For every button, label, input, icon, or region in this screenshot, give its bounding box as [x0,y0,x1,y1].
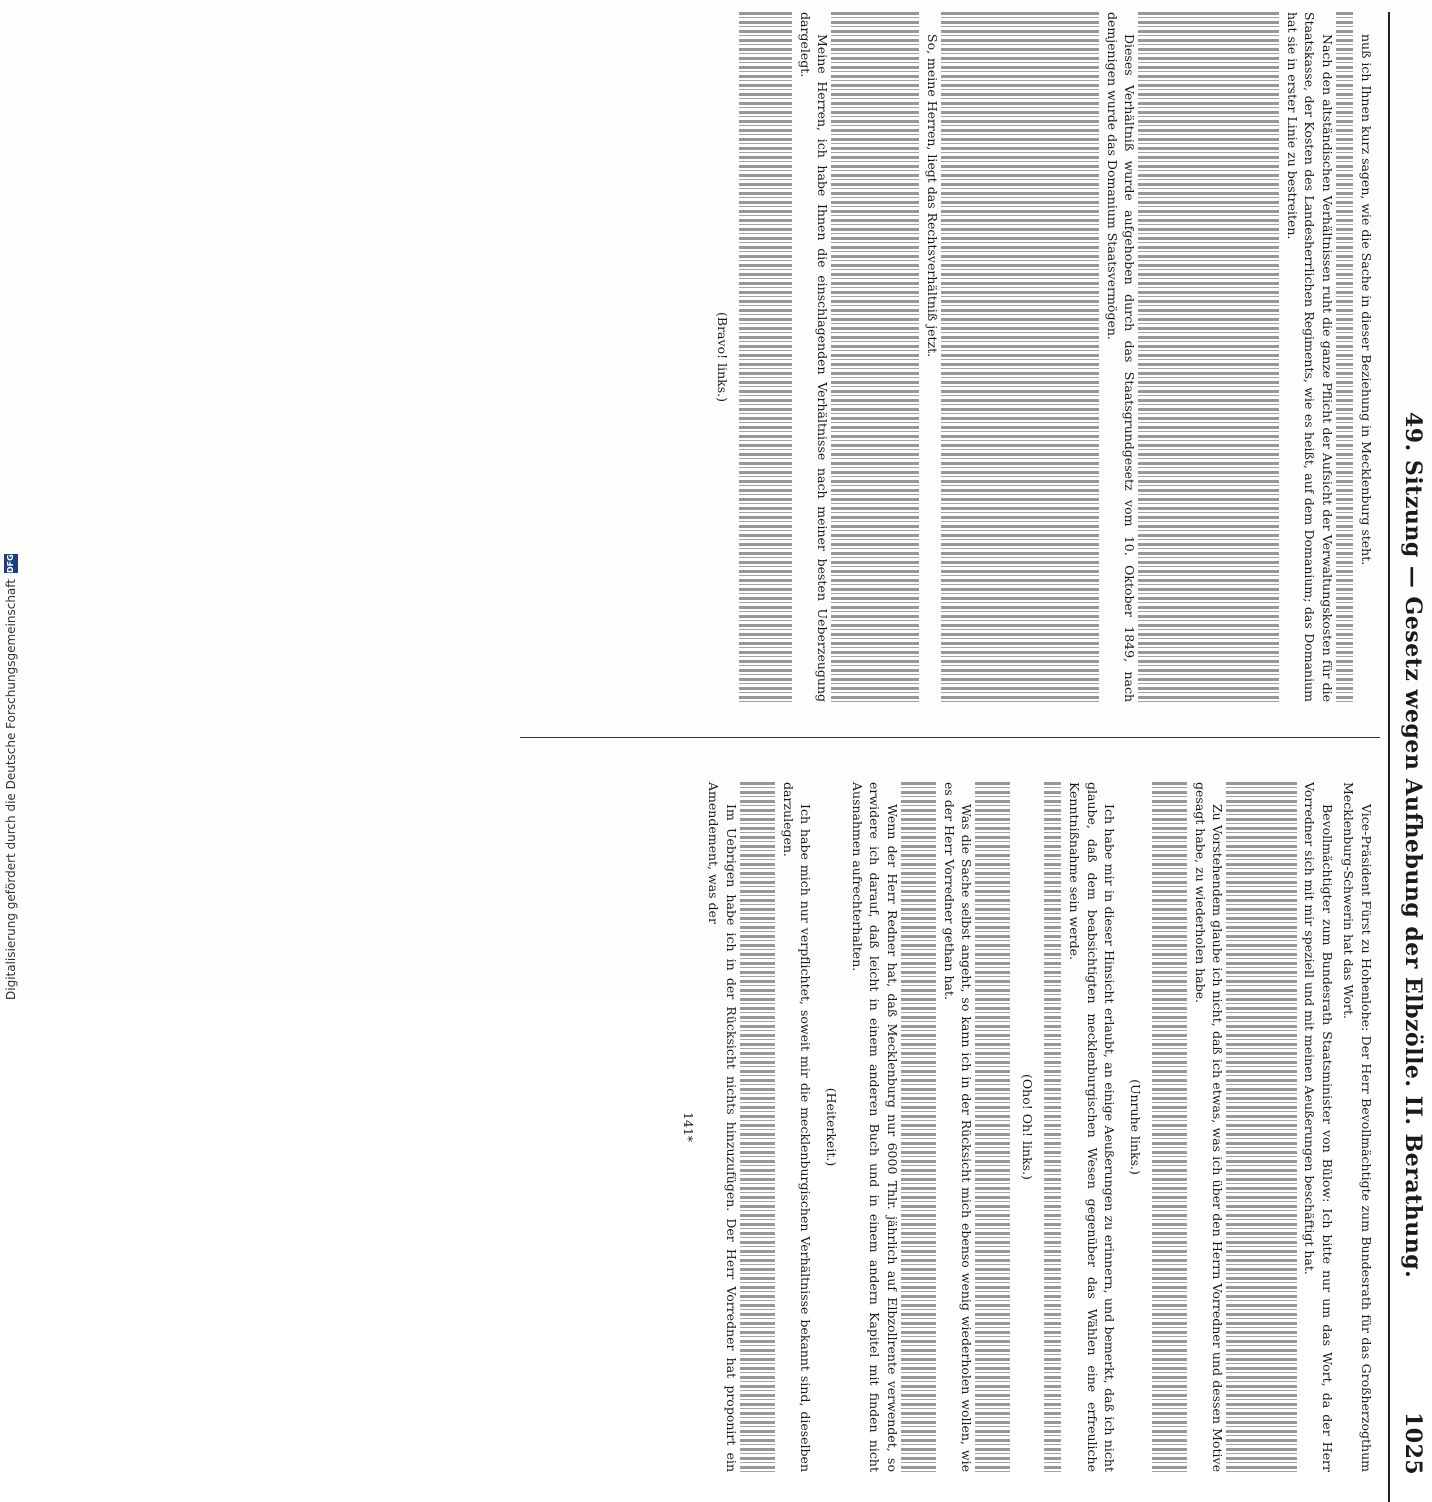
paragraph: Wenn der Herr Redner hat, daß Mecklenburg nur 6000 Thlr. jährlich auf Elbzollrente verwendet, so erwidere ich darauf, daß leicht in einem anderen Buch und in einem andern Kapitel mit finden nicht Ausnahmen aufrechterhalten. [849,782,900,1476]
text-line [1011,12,1029,702]
text-line [941,12,959,702]
paragraph: Vice-Präsident Fürst zu Hohenlohe: Der Herr Bevollmächtigte zum Bundesrath für das Großherzogthum Mecklenburg-Schwerin hat das Wort. [1341,782,1374,1476]
text-line [918,782,936,1472]
paragraph: Ich habe mir in dieser Hinsicht erlaubt, an einige Aeußerungen zu erinnern, und bemerkt, daß ich nicht glaube, daß dem beabsichtigten mecklenburgischen Wesen gegenüber das Wählen eine erfreuliche Kenntnißnahme sein werde. [1067,782,1118,1476]
signature-mark: 141* [680,1111,696,1143]
text-line [831,12,849,702]
text-line [1226,782,1244,1472]
column-divider [520,737,1380,738]
paragraph: Nach den altständischen Verhältnissen ruht die ganze Pflicht der Aufsicht der Verwaltungskosten für die Staatskasse, der Kosten des Landesherrlichen Regiments, wie es heißt, auf dem Domanium; das Domanium hat sie in erster Linie zu bestreiten. [1284,12,1335,706]
text-line [757,12,775,702]
text-line [1046,12,1064,702]
text-line [1082,12,1100,702]
text-line [739,12,757,702]
text-line [740,782,758,1472]
dfg-logo-icon: DFG [4,554,18,573]
right-column [475,782,1375,1476]
text-line [902,12,920,702]
paragraph: nuß ich Ihnen kurz sagen, wie die Sache in dieser Beziehung in Mecklenburg steht. [1359,34,1374,566]
paragraph: So, meine Herren, liegt das Rechtsverhältniß jetzt. [924,34,940,358]
header-title: 49. Sitzung — Gesetz wegen Aufhebung der Elbzölle. II. Berathung. [1400,412,1426,1279]
text-line [884,12,902,702]
text-line [1226,12,1244,702]
header-rule [1388,12,1390,1502]
text-line [758,782,776,1472]
text-line [993,782,1011,1472]
page-number: 1025 [1400,1412,1426,1476]
text-line [849,12,867,702]
text-line [958,12,976,702]
paragraph: Meine Herren, ich habe Ihnen die einschlagenden Verhältnisse nach meiner besten Ueberzeugung dargelegt. [797,12,831,706]
text-line [1029,12,1047,702]
text-line [1044,782,1062,1472]
text-line [1244,12,1262,702]
digitization-text: Digitalisierung gefördert durch die Deutsche Forschungsgemeinschaft [4,578,18,1000]
text-line [774,12,792,702]
text-line [1173,12,1191,702]
text-line [1209,12,1227,702]
rotated-page-content [0,12,1430,1476]
paragraph: Zu Vorstehendem glaube ich nicht, daß ich etwas, was ich über den Herrn Vorredner und dessen Motive gesagt habe, zu wiederholen habe. [1192,782,1226,1476]
text-line [1191,12,1209,702]
text-line [1336,12,1354,702]
digitization-note [2,554,20,1000]
text-line [1064,12,1082,702]
running-header [1390,12,1430,1482]
stage-direction: (Unruhe links.) [1127,1079,1143,1175]
text-line [1279,782,1297,1472]
paragraph: Was die Sache selbst angeht, so kann ich in der Rücksicht mich ebenso wenig wiederholen wollen, wie es der Herr Vorredner gethan hat. [941,782,975,1476]
stage-direction: (Bravo! links.) [715,312,731,402]
left-column [475,12,1375,706]
text-line [1138,12,1156,702]
text-line [1244,782,1262,1472]
text-line [1261,12,1279,702]
text-line [1261,782,1279,1472]
text-line [975,782,993,1472]
stage-direction: (Oho! Oh! links.) [1019,1074,1035,1180]
text-line [866,12,884,702]
text-line [901,782,919,1472]
paragraph: Im Uebrigen habe ich in der Rücksicht nichts hinzuzufügen. Der Herr Vorredner hat proponirt ein Amendement, was der [706,782,739,1476]
paragraph: Dieses Verhältniß wurde aufgehoben durch das Staatsgrundgesetz vom 10. Oktober 1849, nach demjenigen wurde das Domanium Staatsvermögen. [1104,12,1138,706]
text-line [1152,782,1170,1472]
stage-direction: (Heiterkeit.) [823,1087,839,1167]
paragraph: Bevollmächtigter zum Bundesrath Staatsminister von Bülow: Ich bitte nur um das Wort, da der Herr Vorredner sich mit mir speziell und mit meinen Aeußerungen beschäftigt hat. [1302,782,1335,1476]
text-line [994,12,1012,702]
text-line [1156,12,1174,702]
text-line [1169,782,1187,1472]
paragraph: Ich habe mich nur verpflichtet, soweit mir die mecklenburgischen Verhältnisse bekannt sind, dieselben darzulegen. [780,782,814,1476]
text-line [976,12,994,702]
